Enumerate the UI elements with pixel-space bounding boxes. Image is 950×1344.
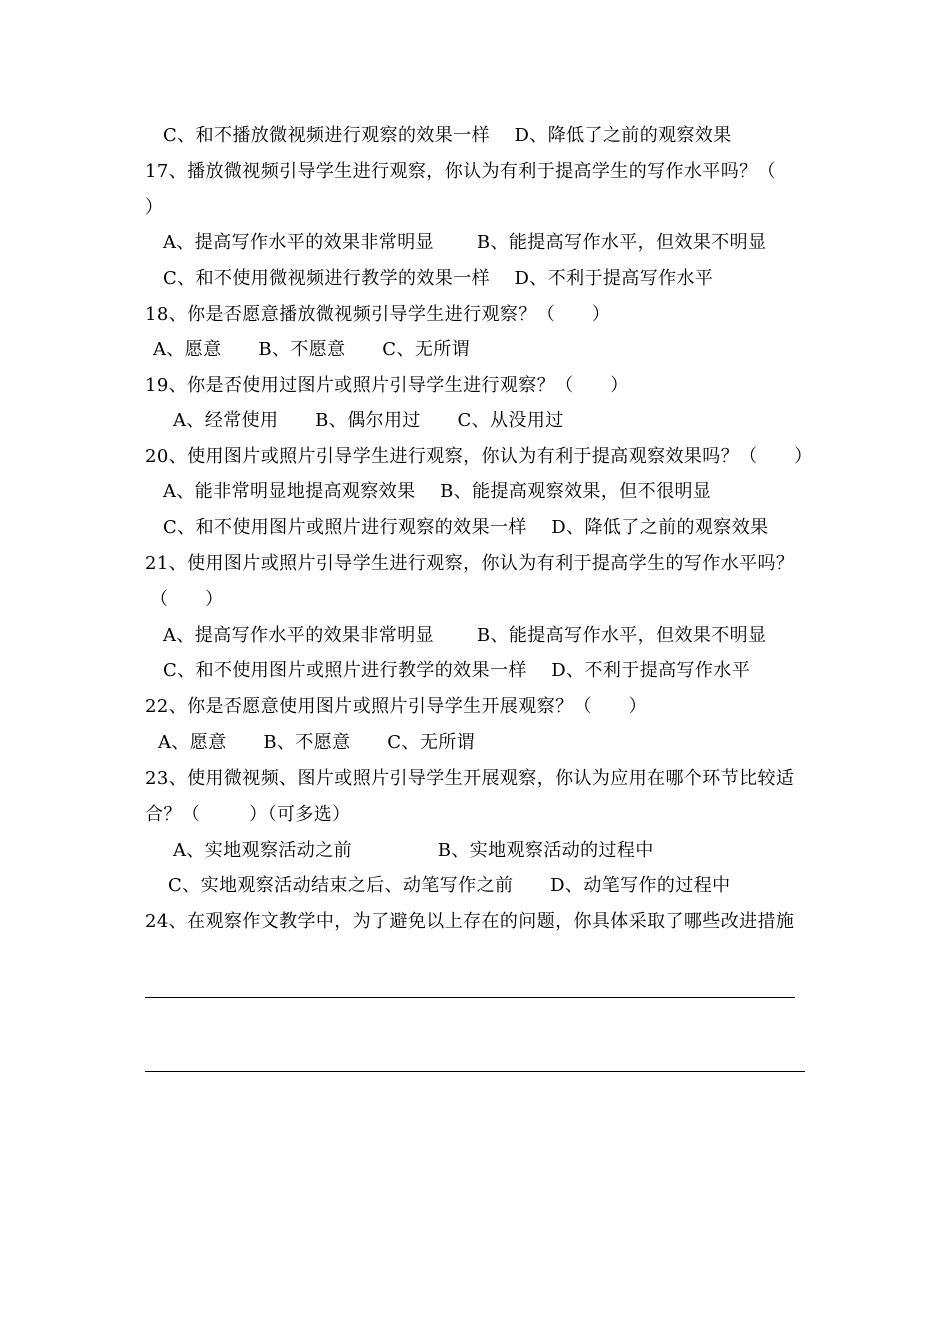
q19-question: 19、你是否使用过图片或照片引导学生进行观察？（ ） — [145, 375, 629, 396]
q17-options-ab: A、提高写作水平的效果非常明显 B、能提高写作水平，但效果不明显 — [163, 232, 767, 253]
q17-question: 17、播放微视频引导学生进行观察，你认为有利于提高学生的写作水平吗？（ — [145, 161, 776, 182]
q23-options-ab: A、实地观察活动之前 B、实地观察活动的过程中 — [173, 840, 654, 861]
q17-options-cd: C、和不使用微视频进行教学的效果一样 D、不利于提高写作水平 — [163, 268, 714, 289]
q22-question: 22、你是否愿意使用图片或照片引导学生开展观察？（ ） — [145, 696, 648, 717]
q24-question: 24、在观察作文教学中，为了避免以上存在的问题，你具体采取了哪些改进措施 — [145, 911, 795, 932]
q21-question: 21、使用图片或照片引导学生进行观察，你认为有利于提高学生的写作水平吗？ — [145, 553, 795, 574]
q18-options: A、愿意 B、不愿意 C、无所谓 — [153, 339, 471, 360]
q23-options-cd: C、实地观察活动结束之后、动笔写作之前 D、动笔写作的过程中 — [168, 875, 731, 896]
q16-options-cd: C、和不播放微视频进行观察的效果一样 D、降低了之前的观察效果 — [163, 125, 732, 146]
q18-question: 18、你是否愿意播放微视频引导学生进行观察？（ ） — [145, 304, 611, 325]
q17-question-cont: ） — [145, 197, 164, 218]
q21-options-ab: A、提高写作水平的效果非常明显 B、能提高写作水平，但效果不明显 — [163, 625, 767, 646]
q21-options-cd: C、和不使用图片或照片进行教学的效果一样 D、不利于提高写作水平 — [163, 660, 751, 681]
q23-question-cont: 合？（ ）（可多选） — [145, 804, 351, 825]
q19-options: A、经常使用 B、偶尔用过 C、从没用过 — [173, 410, 564, 431]
q20-question: 20、使用图片或照片引导学生进行观察，你认为有利于提高观察效果吗？（ ） — [145, 446, 813, 467]
q22-options: A、愿意 B、不愿意 C、无所谓 — [158, 732, 476, 753]
answer-line-1[interactable] — [145, 997, 795, 998]
q23-question: 23、使用微视频、图片或照片引导学生开展观察，你认为应用在哪个环节比较适 — [145, 768, 795, 789]
q20-options-cd: C、和不使用图片或照片进行观察的效果一样 D、降低了之前的观察效果 — [163, 517, 769, 538]
q20-options-ab: A、能非常明显地提高观察效果 B、能提高观察效果，但不很明显 — [163, 481, 712, 502]
q21-question-cont: （ ） — [150, 589, 224, 610]
answer-line-2[interactable] — [145, 1071, 805, 1072]
